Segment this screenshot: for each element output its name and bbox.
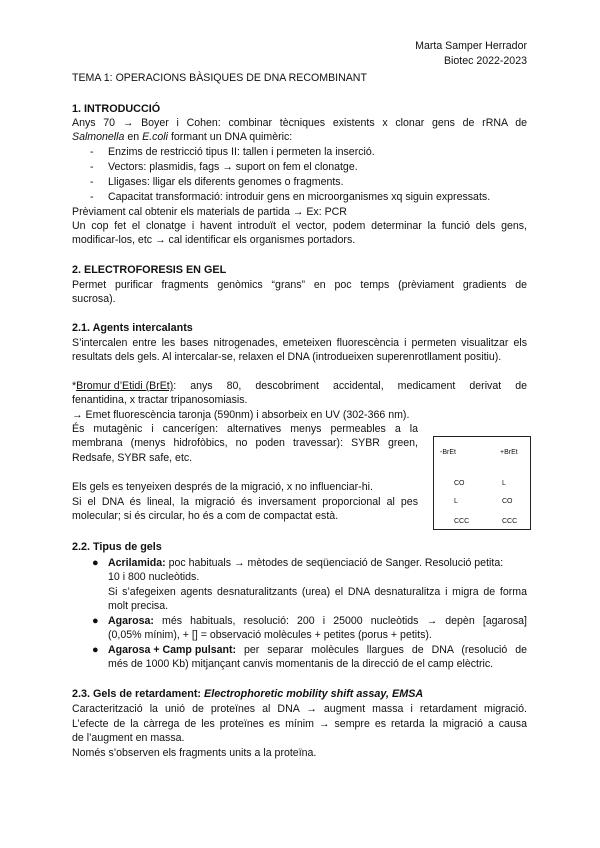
dash-marker: - <box>90 176 94 188</box>
s2-p1: Permet purificar fragments genòmics “grans” en poc temps (prèviament gradients de <box>72 279 527 291</box>
bromur-line2: fenantidina, x tractar tripanosomiasis. <box>72 394 248 406</box>
s1-line2-rest: formant un DNA quimèric: <box>168 131 293 143</box>
bromur-term-wrap <box>72 379 173 393</box>
s1-line2 <box>72 130 292 144</box>
list-item: Capacitat transformació: introduir gens en microorganismes xq siguin expressats. <box>108 191 491 203</box>
agarosa-line1 <box>108 614 527 628</box>
bromur-line <box>72 379 527 393</box>
gel-col2-band: CCC <box>502 518 518 525</box>
ecoli-text: E.coli <box>142 131 168 143</box>
dash-marker: - <box>90 146 94 158</box>
s23-p4: Només s’observen els fragments units a la proteïna. <box>72 747 317 759</box>
section-2-1-heading: 2.1. Agents intercalants <box>72 322 193 334</box>
document-title: TEMA 1: OPERACIONS BÀSIQUES DE DNA RECOMBINANT <box>72 72 367 84</box>
s1-after3: modificar-los, etc → cal identificar els organismes portadors. <box>72 234 356 246</box>
dash-marker: - <box>90 161 94 173</box>
author-name: Marta Samper Herrador <box>415 40 527 52</box>
section-1-heading: 1. INTRODUCCIÓ <box>72 103 161 115</box>
acrilamida-term: Acrilamida: <box>108 557 166 569</box>
acrilamida-line2: 10 i 800 nucleòtids. <box>108 571 200 583</box>
acrilamida-line1 <box>108 556 503 570</box>
agarosa-line2: (0,05% mínim), + [] = observació molècules + petites (porus + petits). <box>108 629 432 641</box>
camp-line1 <box>108 643 527 657</box>
bullet-marker: ● <box>92 615 99 627</box>
mut-line2: membrana (menys hidrofòbics, no poden travessar): SYBR green, <box>72 437 418 449</box>
gels-line1: Els gels es tenyeixen després de la migració, x no influenciar-hi. <box>72 481 373 493</box>
section-2-2-heading: 2.2. Tipus de gels <box>72 541 162 553</box>
acrilamida-line3: Si s’afegeixen agents desnaturalitzants (urea) el DNA desnaturalitza i migra de forma <box>108 586 527 598</box>
agarosa-desc: més habituals, resolució: 200 i 25000 nucleòtids → depèn [agarosa] <box>153 615 527 627</box>
gel-col1-header: -BrEt <box>440 449 456 456</box>
list-item: Lligases: lligar els diferents genomes o fragments. <box>108 176 344 188</box>
list-item: Enzims de restricció tipus II: tallen i permeten la inserció. <box>108 146 375 158</box>
gels-line3: molecular; si és circular, ho és a com de compactat està. <box>72 510 339 522</box>
camp-term: Agarosa + Camp pulsant: <box>108 644 237 656</box>
gel-col1-band: CO <box>454 480 465 487</box>
dash-marker: - <box>90 191 94 203</box>
s21-p2: resultats dels gels. Al intercalar-se, relaxen el DNA (introdueixen superenrotllament positiu). <box>72 351 502 363</box>
gel-col2-band: CO <box>502 498 513 505</box>
acrilamida-desc: poc habituals → mètodes de seqüenciació de Sanger. Resolució petita: <box>165 557 504 569</box>
camp-desc: per separar molècules llargues de DNA (resolució de <box>236 644 527 656</box>
emet-line: → Emet fluorescència taronja (590nm) i absorbeix en UV (302-366 nm). <box>72 409 410 421</box>
gel-col1-band: L <box>454 498 458 505</box>
camp-line2: més de 1000 Kb) mitjançant canvis momentanis de la direcció de el camp elèctric. <box>108 658 494 670</box>
gel-migration-figure <box>433 436 531 530</box>
s1-line1: Anys 70 → Boyer i Cohen: combinar tècniques existents x clonar gens de rRNA de <box>72 117 527 129</box>
bromur-term: Bromur d’Etidi (BrEt) <box>76 380 174 392</box>
mut-line1: És mutagènic i cancerígen: alternatives menys permeables a la <box>72 423 418 435</box>
gel-col2-band: L <box>502 480 506 487</box>
s23-heading-b: Electrophoretic mobility shift assay, EMSA <box>204 688 424 700</box>
list-item: Vectors: plasmidis, fags → suport on fem el clonatge. <box>108 161 358 173</box>
mut-line3: Redsafe, SYBR safe, etc. <box>72 452 193 464</box>
s21-p1: S’intercalen entre les bases nitrogenades, emeteixen fluorescència i permeten visualitzar els <box>72 337 527 349</box>
gels-line2: Si el DNA és lineal, la migració és inversament proporcional al pes <box>72 496 418 508</box>
gel-col1-band: CCC <box>454 518 470 525</box>
asterisk-mark: * <box>72 380 77 392</box>
section-2-3-heading <box>72 687 423 701</box>
gel-col2-header: +BrEt <box>500 449 518 456</box>
bromur-rest: : anys 80, descobriment accidental, medicament derivat de <box>173 380 527 392</box>
section-2-heading: 2. ELECTROFORESIS EN GEL <box>72 264 227 276</box>
agarosa-term: Agarosa: <box>108 615 154 627</box>
salmonella-text: Salmonella <box>72 131 125 143</box>
course-label: Biotec 2022-2023 <box>443 55 527 67</box>
s23-p2: L’efecte de la càrrega de les proteïnes es mínim → sempre es retarda la migració a causa <box>72 718 527 730</box>
s1-after2: Un cop fet el clonatge i havent introduït el vector, podem determinar la funció dels gens, <box>72 220 527 232</box>
s2-p2: sucrosa). <box>72 293 116 305</box>
s23-p3: de l’augment en massa. <box>72 732 185 744</box>
s23-heading-a: 2.3. Gels de retardament: <box>72 688 205 700</box>
s1-line2-mid: en <box>124 131 143 143</box>
s1-after1: Prèviament cal obtenir els materials de partida → Ex: PCR <box>72 206 347 218</box>
bullet-marker: ● <box>92 557 99 569</box>
acrilamida-line4: molt precisa. <box>108 600 169 612</box>
s23-p1: Caracterització la unió de proteïnes al DNA → augment massa i retardament migració. <box>72 703 527 715</box>
bullet-marker: ● <box>92 644 99 656</box>
